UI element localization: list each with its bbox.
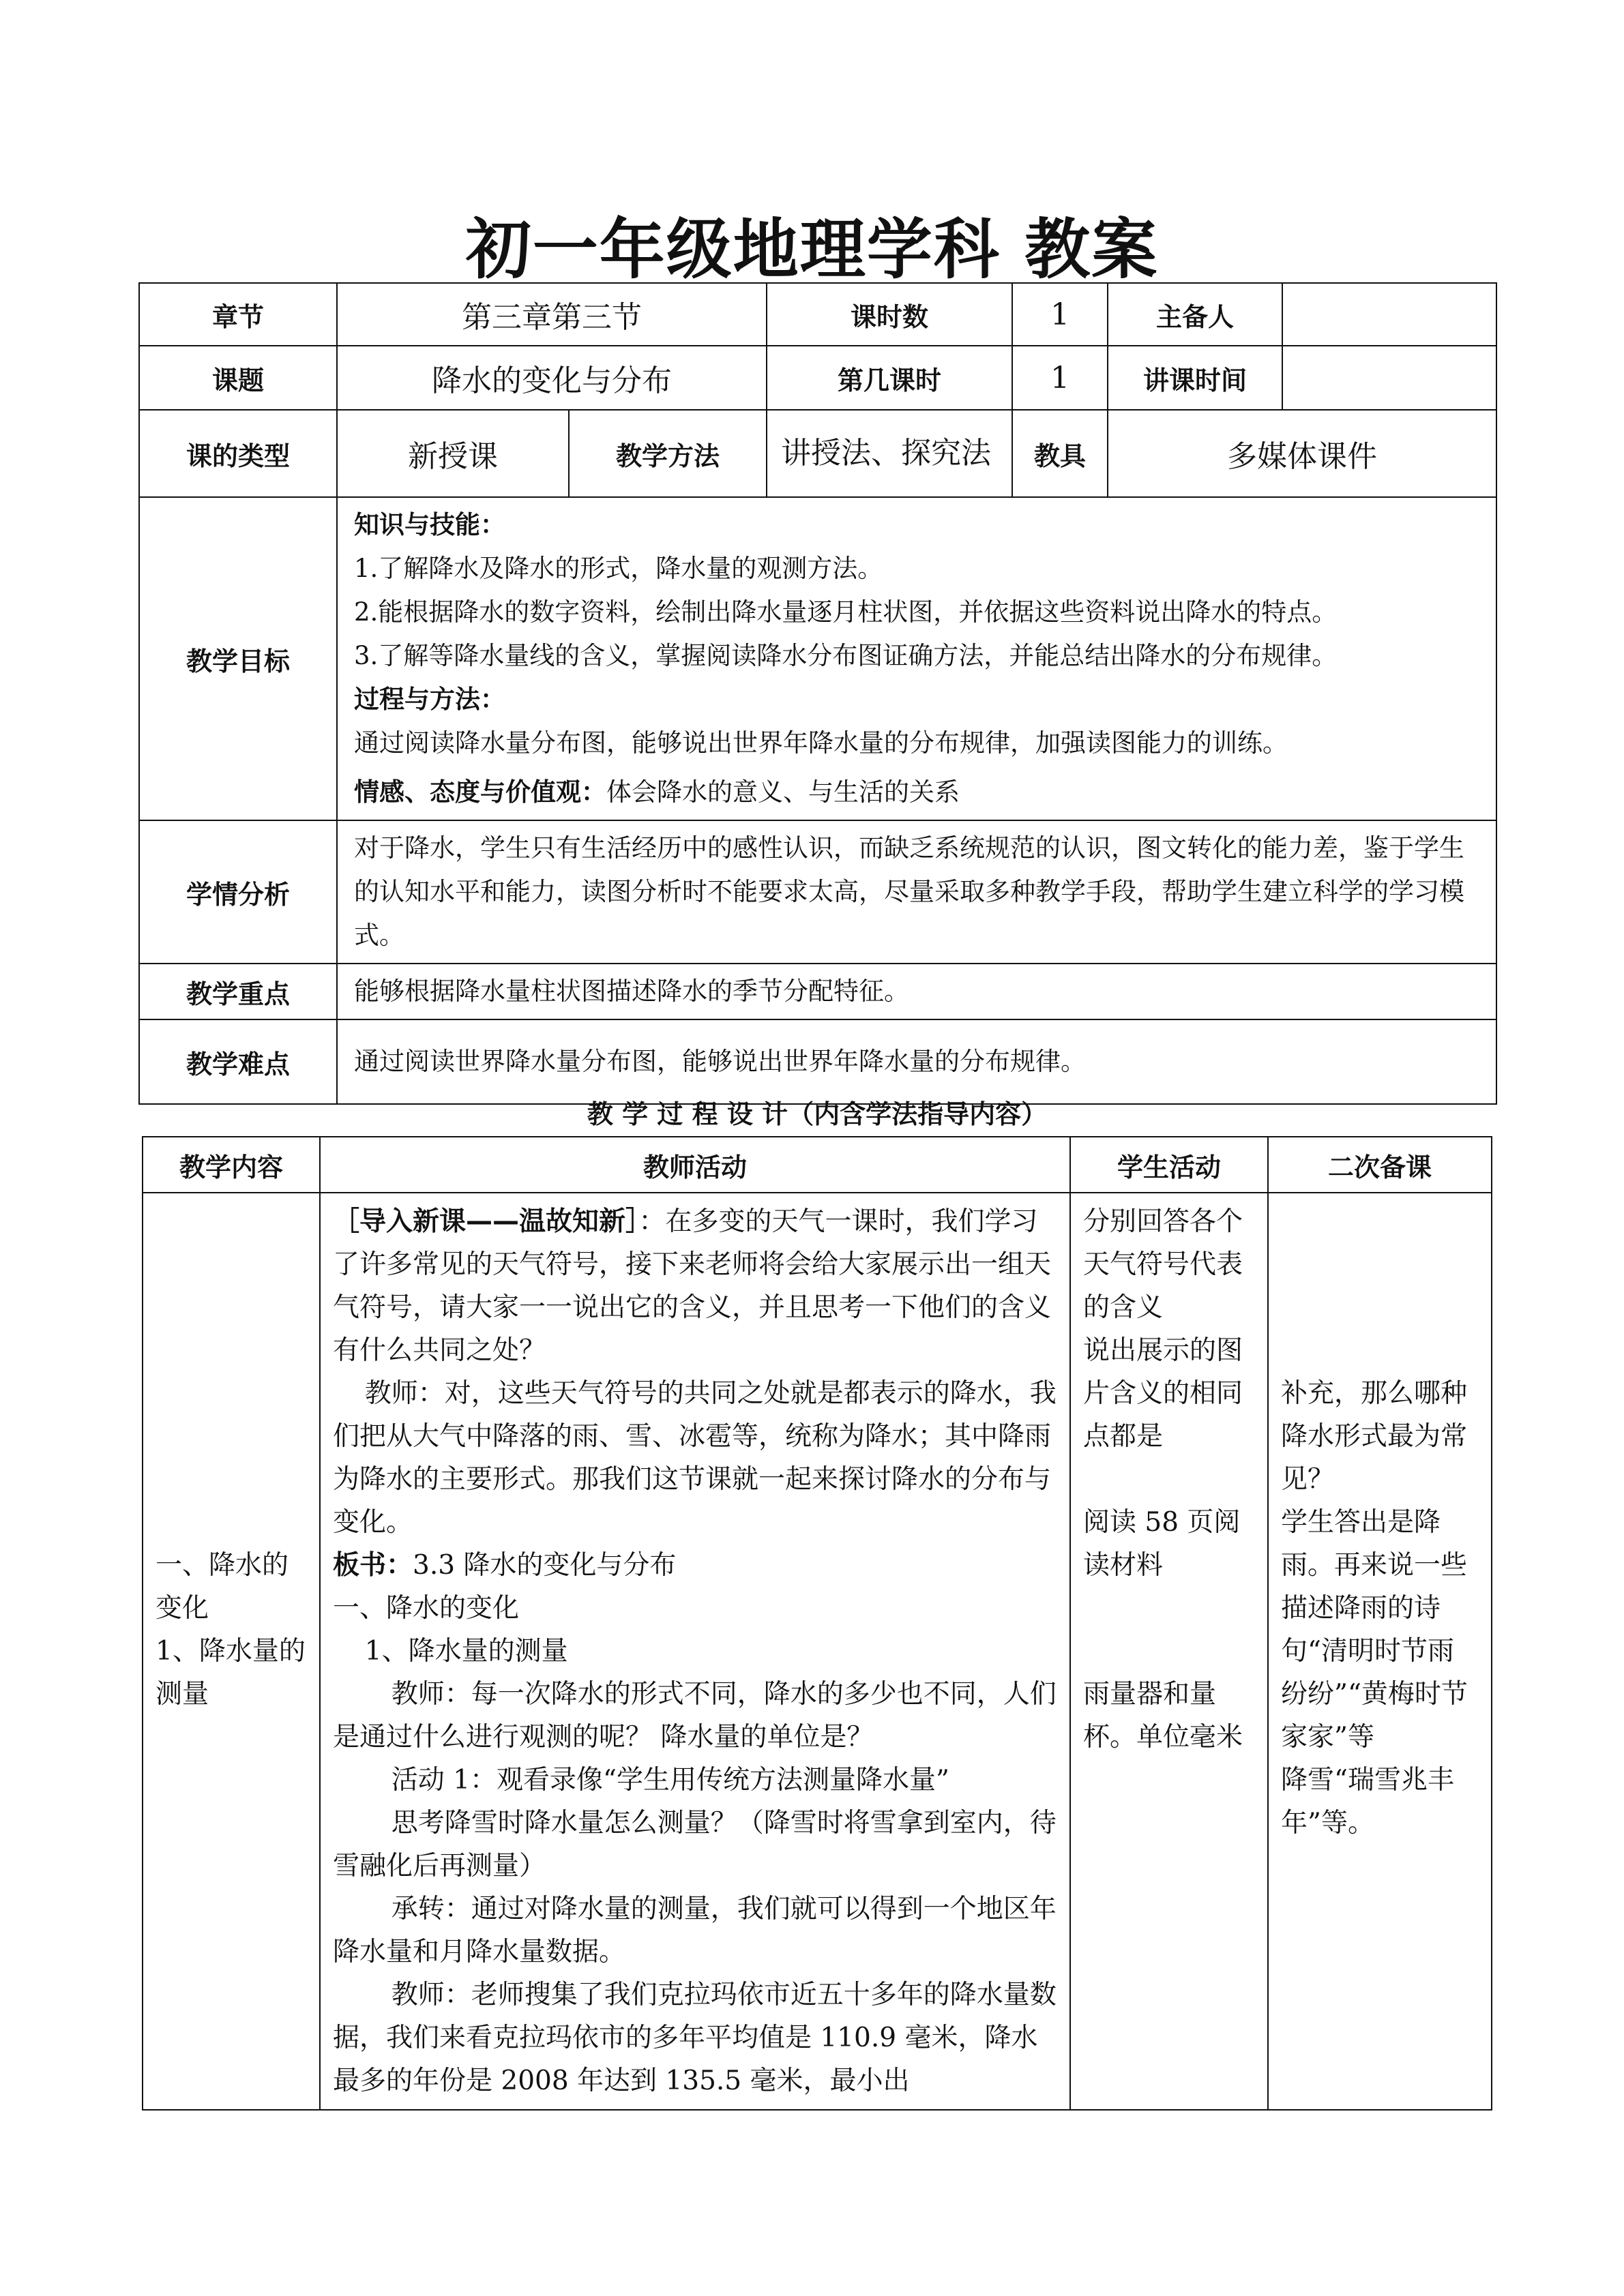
student-item-3: 阅读 58 页阅读材料 bbox=[1083, 1507, 1241, 1581]
header-content: 教学内容 bbox=[143, 1137, 320, 1193]
goals-content bbox=[337, 497, 1496, 820]
topic-label: 课题 bbox=[139, 346, 337, 410]
preparer-label: 主备人 bbox=[1108, 283, 1282, 346]
second-item-3: 降雪“瑞雪兆丰年”等。 bbox=[1281, 1765, 1454, 1838]
content-line-2: 1、降水量的测量 bbox=[156, 1636, 306, 1710]
lecture-time-label: 讲课时间 bbox=[1108, 346, 1282, 410]
preparer-value bbox=[1282, 283, 1496, 346]
header-teacher: 教师活动 bbox=[320, 1137, 1070, 1193]
lecture-time-value bbox=[1282, 346, 1496, 410]
think-question: 思考降雪时降水量怎么测量？（降雪时将雪拿到室内，待雪融化后再测量） bbox=[333, 1808, 1057, 1881]
intro-heading: ［导入新课——温故知新］ bbox=[333, 1206, 639, 1237]
content-cell bbox=[143, 1193, 320, 2110]
teaching-process-table bbox=[142, 1136, 1492, 2111]
hours-label: 课时数 bbox=[767, 283, 1012, 346]
lesson-number-value: 1 bbox=[1012, 346, 1108, 410]
transition: 承转：通过对降水量的测量，我们就可以得到一个地区年降水量和月降水量数据。 bbox=[333, 1894, 1057, 1967]
student-item-1: 分别回答各个天气符号代表的含义 bbox=[1083, 1206, 1243, 1323]
knowledge-item-3: 3.了解等降水量线的含义，掌握阅读降水分布图证确方法，并能总结出降水的分布规律。 bbox=[354, 641, 1338, 670]
teacher-para-2: 教师：每一次降水的形式不同，降水的多少也不同，人们是通过什么进行观测的呢？ 降水量的单位是？ bbox=[333, 1679, 1057, 1753]
key-point-label: 教学重点 bbox=[139, 964, 337, 1019]
tool-label: 教具 bbox=[1012, 410, 1108, 497]
second-item-2: 学生答出是降雨。再来说一些描述降雨的诗句“清明时节雨纷纷”“黄梅时节家家”等 bbox=[1281, 1507, 1468, 1753]
chapter-value: 第三章第三节 bbox=[337, 283, 767, 346]
analysis-label: 学情分析 bbox=[139, 820, 337, 964]
analysis-text: 对于降水，学生只有生活经历中的感性认识，而缺乏系统规范的认识，图文转化的能力差，鉴于学生的认知水平和能力，读图分析时不能要求太高，尽量采取多种教学手段，帮助学生建立科学的学习模式。 bbox=[337, 820, 1496, 964]
method-value: 讲授法、探究法 bbox=[767, 410, 1012, 497]
teacher-para-1: 教师：对，这些天气符号的共同之处就是都表示的降水，我们把从大气中降落的雨、雪、冰雹等，统称为降水；其中降雨为降水的主要形式。那我们这节课就一起来探讨降水的分布与变化。 bbox=[333, 1378, 1057, 1538]
emotion-text: 体会降水的意义、与生活的关系 bbox=[606, 777, 960, 807]
board-heading: 板书： bbox=[333, 1550, 413, 1581]
second-prep-cell bbox=[1268, 1193, 1492, 2110]
emotion-line bbox=[354, 771, 1479, 814]
process-heading: 过程与方法： bbox=[354, 685, 505, 714]
page-title: 初一年级地理学科 教案 bbox=[465, 211, 1159, 288]
activity-1: 活动 1：观看录像“学生用传统方法测量降水量” bbox=[391, 1765, 949, 1795]
teacher-cell bbox=[320, 1193, 1070, 2110]
teacher-para-3: 教师：老师搜集了我们克拉玛依市近五十多年的降水量数据，我们来看克拉玛依市的多年平均值是 110.9 毫米，降水最多的年份是 2008 年达到 135.5 毫米，最小出 bbox=[333, 1980, 1057, 2096]
content-line-1: 一、降水的变化 bbox=[156, 1550, 289, 1624]
header-student: 学生活动 bbox=[1070, 1137, 1268, 1193]
lesson-info-table bbox=[138, 282, 1497, 1105]
knowledge-heading: 知识与技能： bbox=[354, 510, 505, 539]
lesson-type-label: 课的类型 bbox=[139, 410, 337, 497]
student-item-4: 雨量器和量杯。单位毫米 bbox=[1083, 1679, 1243, 1753]
student-cell bbox=[1070, 1193, 1268, 2110]
intro-text: ：在多变的天气一课时，我们学习了许多常见的天气符号，接下来老师将会给大家展示出一组天气符号，请大家一一说出它的含义，并且思考一下他们的含义有什么共同之处？ bbox=[333, 1206, 1052, 1366]
section-1-1: 1、降水量的测量 bbox=[364, 1636, 568, 1667]
knowledge-item-1: 1.了解降水及降水的形式，降水量的观测方法。 bbox=[354, 554, 883, 583]
second-item-1: 补充，那么哪种降水形式最为常见？ bbox=[1281, 1378, 1468, 1495]
board-text: 3.3 降水的变化与分布 bbox=[413, 1550, 677, 1581]
emotion-heading: 情感、态度与价值观： bbox=[354, 777, 606, 807]
lesson-type-value: 新授课 bbox=[337, 410, 569, 497]
tool-value: 多媒体课件 bbox=[1108, 410, 1496, 497]
header-second: 二次备课 bbox=[1268, 1137, 1492, 1193]
key-point-text: 能够根据降水量柱状图描述降水的季节分配特征。 bbox=[337, 964, 1496, 1019]
process-text: 通过阅读降水量分布图，能够说出世界年降水量的分布规律，加强读图能力的训练。 bbox=[354, 728, 1288, 758]
chapter-label: 章节 bbox=[139, 283, 337, 346]
difficulty-text: 通过阅读世界降水量分布图，能够说出世界年降水量的分布规律。 bbox=[337, 1019, 1496, 1104]
board-line bbox=[333, 1544, 1057, 1587]
method-label: 教学方法 bbox=[569, 410, 767, 497]
student-item-2: 说出展示的图片含义的相同点都是 bbox=[1083, 1335, 1243, 1452]
hours-value: 1 bbox=[1012, 283, 1108, 346]
lesson-number-label: 第几课时 bbox=[767, 346, 1012, 410]
topic-value: 降水的变化与分布 bbox=[337, 346, 767, 410]
goals-label: 教学目标 bbox=[139, 497, 337, 820]
knowledge-item-2: 2.能根据降水的数字资料，绘制出降水量逐月柱状图，并依据这些资料说出降水的特点。 bbox=[354, 597, 1338, 627]
section-1: 一、降水的变化 bbox=[333, 1593, 520, 1624]
process-section-title: 教 学 过 程 设 计（内含学法指导内容） bbox=[587, 1099, 1048, 1129]
difficulty-label: 教学难点 bbox=[139, 1019, 337, 1104]
intro-paragraph bbox=[333, 1200, 1057, 1372]
